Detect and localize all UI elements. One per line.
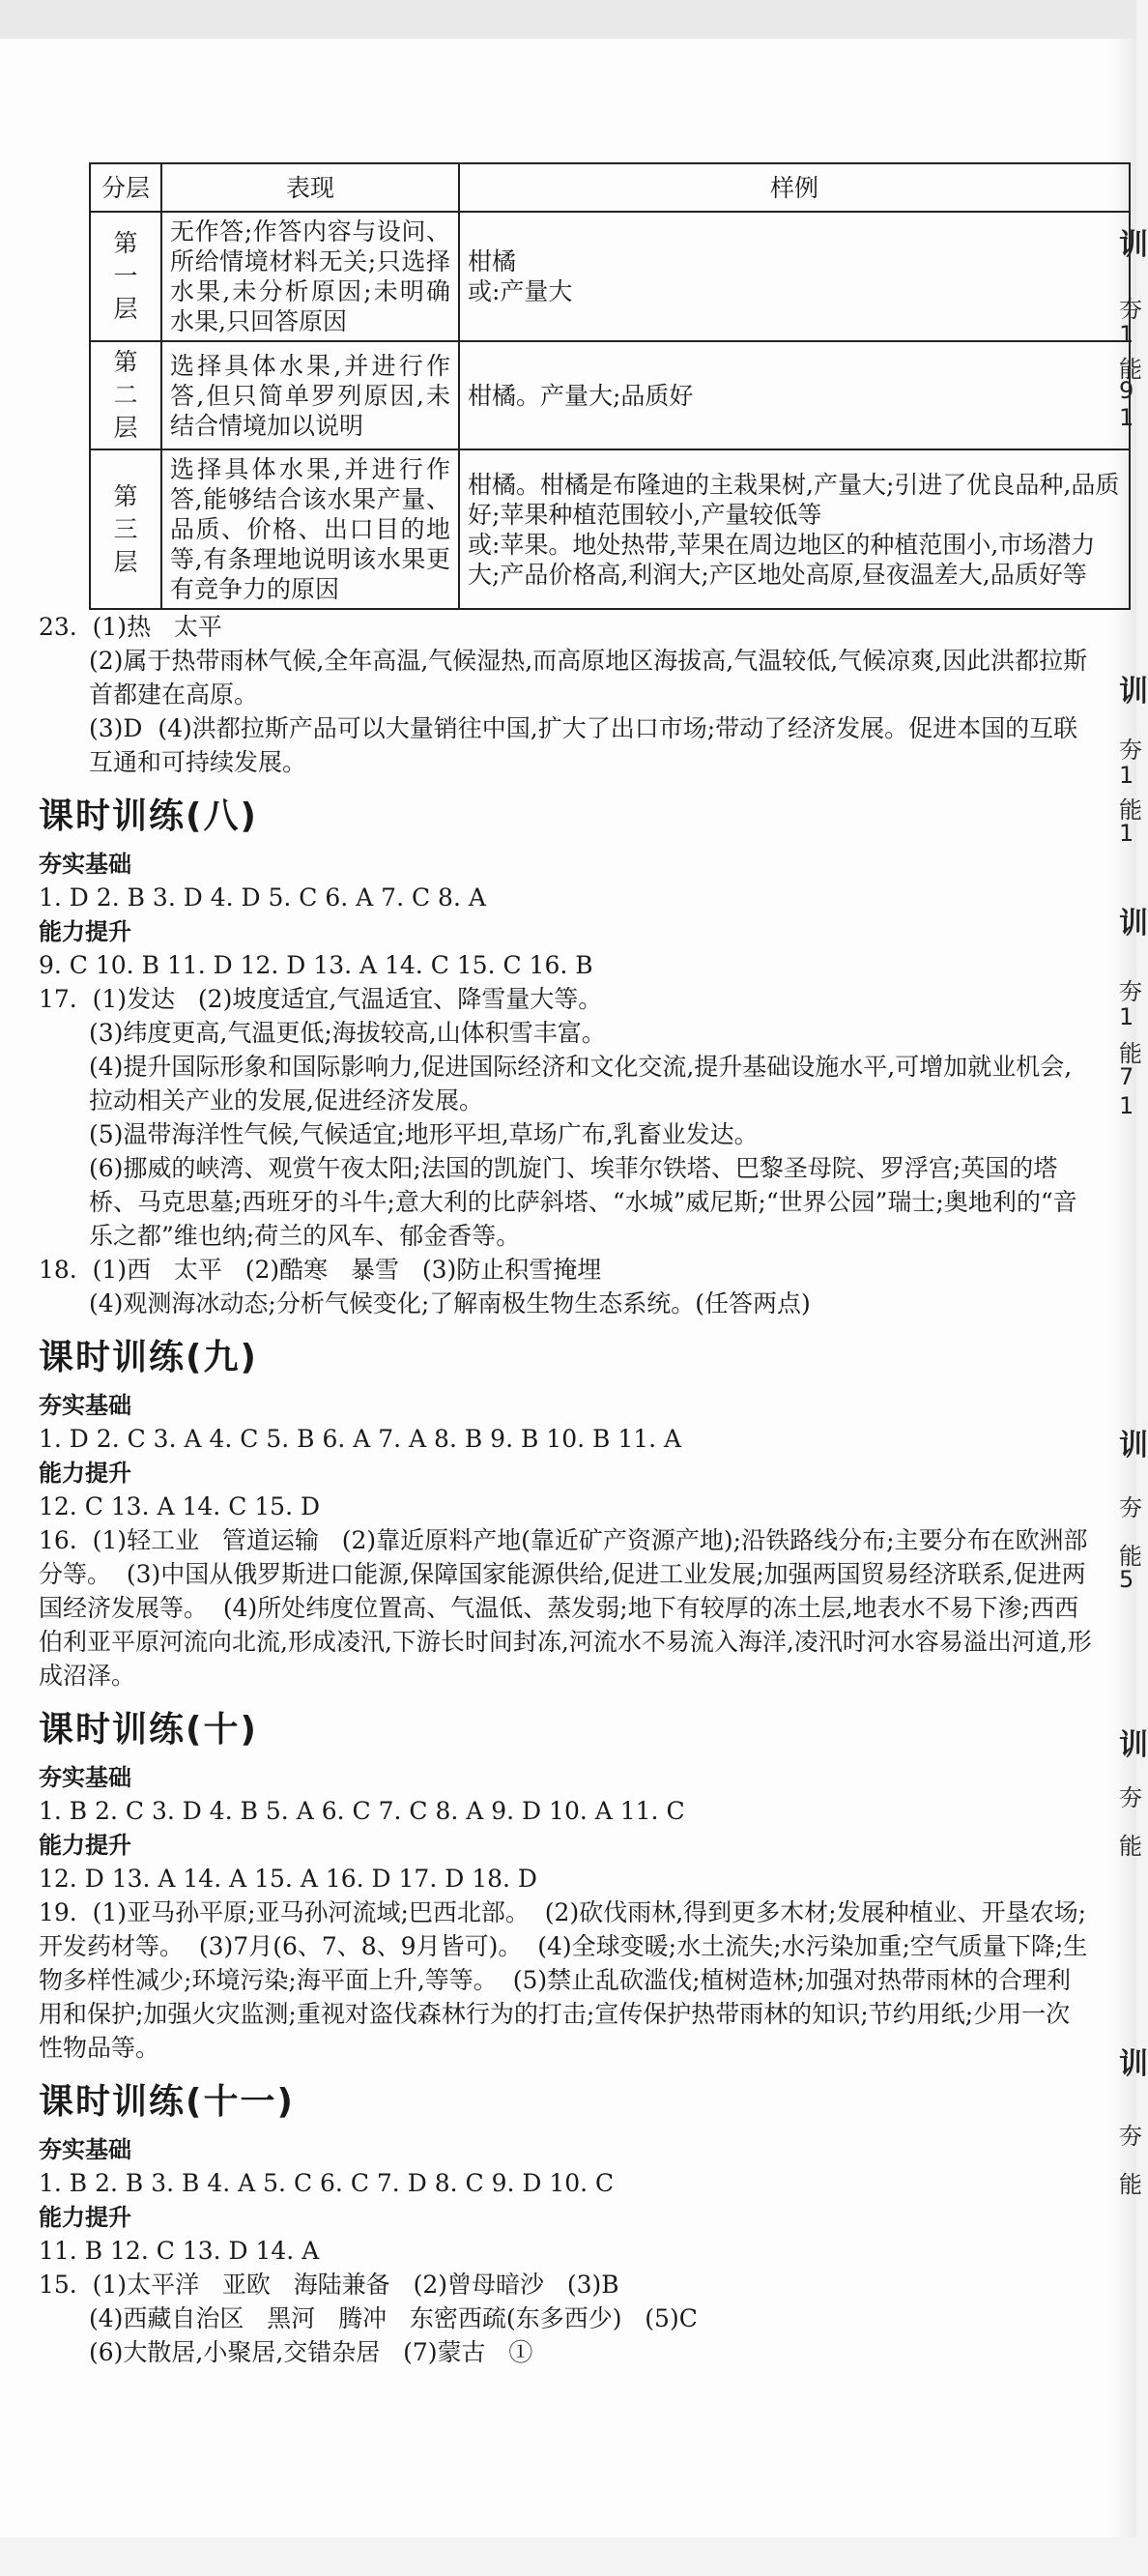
answer-column [39,162,1120,2369]
q17-line: (5)温带海洋性气候,气候适宜;地形平坦,草场广布,乳畜业发达。 [89,1120,759,1148]
table-row [90,341,1130,449]
edge-char: 夯 [1119,737,1142,764]
basic-answers: 1. B 2. B 3. B 4. A 5. C 6. C 7. D 8. C 9. D 10. C [39,2169,615,2197]
edge-char: 训 [1119,907,1148,941]
header-layer: 分层 [90,163,161,212]
section-title-8: 课时训练(八) [39,796,258,836]
ability-answers: 11. B 12. C 13. D 14. A [39,2237,320,2265]
edge-char: 夯 [1119,1494,1142,1521]
section-title-10: 课时训练(十) [39,1710,258,1750]
ability-heading: 能力提升 [39,918,131,945]
q18-line: 18. (1)西 太平 (2)酷寒 暴雪 (3)防止积雪掩埋 [39,1256,602,1284]
table-row [90,449,1130,609]
header-example: 样例 [459,163,1130,212]
edge-char: 1 [1119,1092,1134,1119]
edge-char: 1 [1119,762,1134,789]
ability-heading: 能力提升 [39,1832,131,1859]
edge-char: 能 [1119,356,1142,383]
grading-table [89,162,1131,610]
ability-answers: 12. D 13. A 14. A 15. A 16. D 17. D 18. D [39,1865,537,1893]
example-cell: 柑橘。产量大;品质好 [459,341,1130,449]
edge-char: 能 [1119,1833,1142,1860]
edge-char: 能 [1119,1040,1142,1067]
edge-char: 训 [1119,675,1148,709]
expression-cell: 无作答;作答内容与设问、所给情境材料无关;只选择水果,未分析原因;未明确水果,只回答原因 [161,212,459,341]
basic-answers: 1. B 2. C 3. D 4. B 5. A 6. C 7. C 8. A 9. D 10. A 11. C [39,1797,685,1825]
edge-char: 能 [1119,1543,1142,1570]
edge-char: 夯 [1119,1784,1142,1811]
edge-char: 1 [1119,321,1134,348]
table-row [90,212,1130,341]
section-title-11: 课时训练(十一) [39,2082,295,2122]
q18-line: (4)观测海冰动态;分析气候变化;了解南极生物生态系统。(任答两点) [89,1289,811,1317]
ability-answers: 12. C 13. A 14. C 15. D [39,1492,321,1520]
basic-answers: 1. D 2. C 3. A 4. C 5. B 6. A 7. A 8. B 9. B 10. B 11. A [39,1425,682,1453]
table-header-row [90,163,1130,212]
q17-line: (6)挪威的峡湾、观赏午夜太阳;法国的凯旋门、埃菲尔铁塔、巴黎圣母院、罗浮宫;英国的塔桥、马克思墓;西班牙的斗牛;意大利的比萨斜塔、“水城”威尼斯;“世界公园”瑞士;奥地利的“音乐之都”维也纳;荷兰的风车、郁金香等。 [89,1154,1077,1250]
example-cell: 柑橘。柑橘是布隆迪的主栽果树,产量大;引进了优良品种,品质好;苹果种植范围较小,产量较低等 或:苹果。地处热带,苹果在周边地区的种植范围小,市场潜力大;产品价格高,利润大;产区地处高原,昼夜温差大,品质好等 [459,449,1130,609]
basic-answers: 1. D 2. B 3. D 4. D 5. C 6. A 7. C 8. A [39,883,486,912]
edge-char: 1 [1119,820,1134,847]
header-expression: 表现 [161,163,459,212]
q23-line1: 23. (1)热 太平 [39,613,222,641]
q17-line: 17. (1)发达 (2)坡度适宜,气温适宜、降雪量大等。 [39,985,603,1013]
edge-char: 7 [1119,1063,1134,1090]
expression-cell: 选择具体水果,并进行作答,能够结合该水果产量、品质、价格、出口目的地等,有条理地说明该水果更有竞争力的原因 [161,449,459,609]
edge-char: 训 [1119,2047,1148,2081]
edge-char: 训 [1119,1429,1148,1462]
edge-char: 训 [1119,228,1148,262]
basic-heading: 夯实基础 [39,1764,131,1791]
edge-char: 能 [1119,796,1142,824]
edge-char: 夯 [1119,296,1142,323]
layer-label: 第一层 [113,229,138,323]
basic-heading: 夯实基础 [39,851,131,878]
basic-heading: 夯实基础 [39,1392,131,1419]
ability-heading: 能力提升 [39,2204,131,2231]
layer-label: 第三层 [113,481,138,576]
q23-line3: (3)D (4)洪都拉斯产品可以大量销往中国,扩大了出口市场;带动了经济发展。促进本国的互联互通和可持续发展。 [89,714,1078,776]
basic-heading: 夯实基础 [39,2136,131,2163]
edge-char: 夯 [1119,2123,1142,2150]
layer-label: 第二层 [113,348,138,442]
edge-char: 9 [1119,377,1134,404]
example-cell: 柑橘 或:产量大 [459,212,1130,341]
q15-line: (4)西藏自治区 黑河 腾冲 东密西疏(东多西少) (5)C [89,2304,698,2332]
edge-char: 5 [1119,1566,1134,1593]
q17-line: (3)纬度更高,气温更低;海拔较高,山体积雪丰富。 [89,1019,606,1047]
edge-char: 能 [1119,2171,1142,2198]
top-margin [0,0,1136,39]
q17-line: (4)提升国际形象和国际影响力,促进国际经济和文化交流,提升基础设施水平,可增加就业机会,拉动相关产业的发展,促进经济发展。 [89,1053,1073,1114]
expression-cell: 选择具体水果,并进行作答,但只简单罗列原因,未结合情境加以说明 [161,341,459,449]
edge-char: 夯 [1119,978,1142,1005]
edge-char: 1 [1119,404,1134,431]
q16-text: 16. (1)轻工业 管道运输 (2)靠近原料产地(靠近矿产资源产地);沿铁路线分布;主要分布在欧洲部分等。 (3)中国从俄罗斯进口能源,保障国家能源供给,促进工业发展;加强两国贸易经济联系,促进两国经济发展等。 (4)所处纬度位置高、气温低、蒸发弱;地下有较厚的冻土层,地表水不易下渗;西西伯利亚平原河流向北流,形成凌汛,下游长时间封冻,河流水不易流入海洋,凌汛时河水容易溢出河道,形成沼泽。 [39,1526,1092,1690]
q19-text: 19. (1)亚马孙平原;亚马孙河流域;巴西北部。 (2)砍伐雨林,得到更多木材;发展种植业、开垦农场;开发药材等。 (3)7月(6、7、8、9月皆可)。 (4)全球变暖;水土流失;水污染加重;空气质量下降;生物多样性减少;环境污染;海平面上升,等等。 (5)禁止乱砍滥伐;植树造林;加强对热带雨林的合理利用和保护;加强火灾监测;重视对盗伐森林行为的打击;宣传保护热带雨林的知识;节约用纸;少用一次性物品等。 [39,1898,1088,2062]
ability-answers: 9. C 10. B 11. D 12. D 13. A 14. C 15. C 16. B [39,951,593,979]
q15-line: 15. (1)太平洋 亚欧 海陆兼备 (2)曾母暗沙 (3)B [39,2271,619,2299]
edge-char: 训 [1119,1728,1148,1762]
edge-char: 1 [1119,1003,1134,1030]
q23-line2: (2)属于热带雨林气候,全年高温,气候湿热,而高原地区海拔高,气温较低,气候凉爽,因此洪都拉斯首都建在高原。 [89,647,1088,709]
section-title-9: 课时训练(九) [39,1338,258,1377]
q15-line: (6)大散居,小聚居,交错杂居 (7)蒙古 ① [89,2338,533,2366]
ability-heading: 能力提升 [39,1460,131,1487]
